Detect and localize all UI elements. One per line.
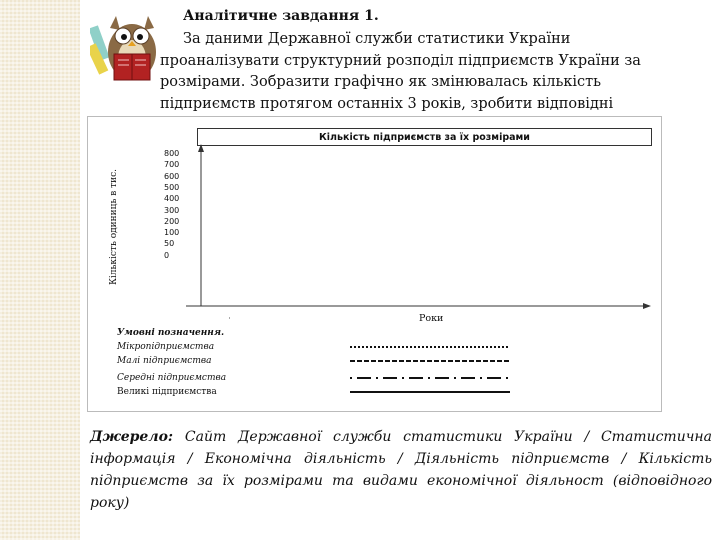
y-tick-label: 0 — [164, 250, 170, 260]
y-tick-label: 600 — [164, 171, 180, 181]
y-tick-label: 500 — [164, 182, 180, 192]
y-axis-label: Кількість одиниць в тис. — [109, 168, 119, 286]
legend-item-micro: Мікропідприємства — [117, 342, 215, 352]
legend-item-medium: Середні підприємства — [117, 373, 227, 383]
source-label: Джерело: — [90, 429, 174, 445]
y-tick-label: 50 — [164, 239, 175, 249]
legend-item-large: Великі підприємства — [117, 387, 217, 397]
legend-title: Умовні позначення. — [117, 328, 225, 338]
source-note — [90, 426, 712, 514]
y-tick-label: 300 — [164, 205, 180, 215]
y-tick-label: 700 — [164, 160, 180, 170]
y-tick-label: 100 — [164, 228, 180, 238]
x-axis-label: Роки — [419, 313, 444, 324]
chart-title: Кількість підприємств за їх розмірами — [197, 128, 652, 146]
owl-with-book-icon — [90, 8, 170, 88]
y-tick-label: 200 — [164, 216, 180, 226]
source-text: Сайт Державної служби статистики України / Статистична інформація / Економічна діяльність / Діяльність підприємств / Кількість підприємств за їх розмірами та видами економічної діяльност (відповідного року) — [90, 429, 713, 511]
y-tick-label: 800 — [164, 149, 180, 158]
task-body: За даними Державної служби статистики України проаналізувати структурний розподіл підприємств України за розмірами. Зобразити графічно як змінювалась кількість підприємств протягом останніх 3 років, зробити відповідні — [160, 31, 641, 112]
y-tick-label: 400 — [164, 194, 180, 204]
decorative-side-strip — [0, 0, 80, 540]
legend-item-small: Малі підприємства — [117, 356, 212, 366]
task-title: Аналітичне завдання 1. — [183, 8, 379, 24]
